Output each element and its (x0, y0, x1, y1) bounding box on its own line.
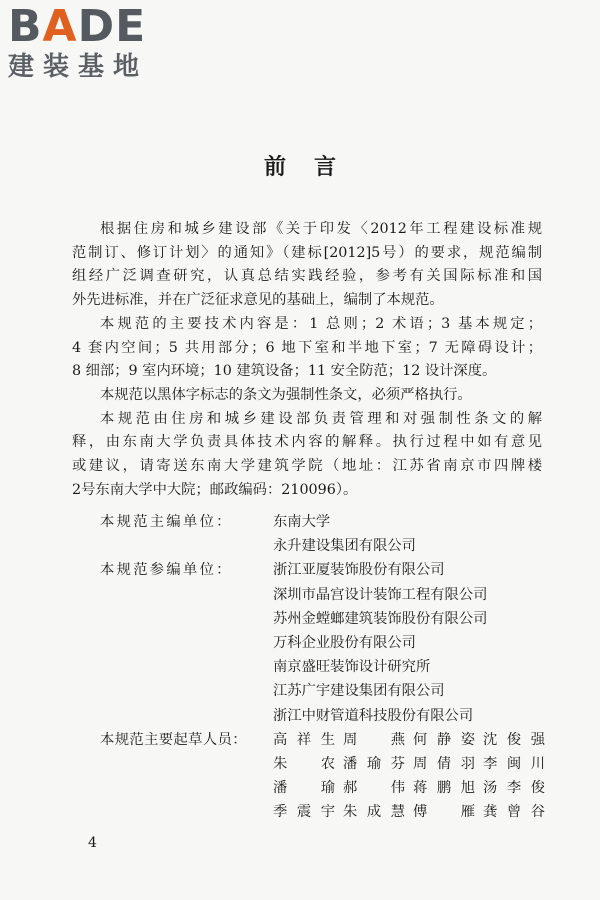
body-line: 本规范的主要技术内容是：1 总则；2 术语；3 基本规定； (100, 315, 542, 332)
participating-unit-row (72, 607, 552, 631)
units-section (72, 510, 552, 825)
participating-unit-row (72, 655, 552, 679)
drafter-name: 潘瑜 (273, 780, 335, 797)
logo-letter-a: A (42, 1, 78, 52)
chief-unit-row (72, 510, 552, 534)
participating-unit-name: 江苏广宇建设集团有限公司 (273, 683, 445, 700)
logo-letters-de: DE (77, 1, 147, 52)
drafter-name: 汤李俊 (483, 780, 545, 797)
label-spacer (72, 607, 273, 631)
drafters-row (273, 776, 553, 800)
label-spacer (72, 534, 273, 558)
body-line: 组经广泛调查研究，认真总结实践经验，参考有关国际标准和国 (72, 268, 542, 285)
drafter-name: 朱农 (273, 756, 335, 773)
participating-unit-name: 南京盛旺装饰设计研究所 (273, 659, 431, 676)
bade-logo (8, 1, 183, 82)
drafter-name: 何静姿 (413, 731, 475, 748)
chief-unit-name: 永升建设集团有限公司 (273, 538, 416, 555)
participating-unit-name: 苏州金螳螂建筑装饰股份有限公司 (273, 610, 488, 627)
participating-unit-row (72, 558, 552, 582)
drafter-name: 高祥生 (273, 731, 335, 748)
label-spacer (72, 631, 273, 655)
drafters-block (72, 728, 552, 825)
preface-body (72, 218, 542, 502)
page-title: 前言 (263, 154, 364, 180)
participating-unit-row (72, 704, 552, 728)
participating-unit-name: 深圳市晶宫设计装饰工程有限公司 (273, 586, 488, 603)
drafter-name: 蒋鹏旭 (413, 780, 475, 797)
drafters-row (273, 752, 553, 776)
label-spacer (72, 704, 273, 728)
participating-unit-row (72, 631, 552, 655)
body-line: 释，由东南大学负责具体技术内容的解释。执行过程中如有意见 (72, 434, 542, 451)
participating-unit-row (72, 583, 552, 607)
drafters-label: 本规范主要起草人员： (100, 731, 247, 748)
drafters-row (273, 800, 553, 824)
body-line: 范制订、修订计划〉的通知》（建标[2012]5号）的要求，规范编制 (72, 244, 542, 261)
drafter-name: 郝伟 (343, 780, 405, 797)
drafter-name: 龚曾谷 (483, 804, 545, 821)
drafter-name: 沈俊强 (483, 731, 545, 748)
drafter-name: 周燕 (343, 731, 405, 748)
chief-unit-row (72, 534, 552, 558)
drafter-name: 季震宇 (273, 804, 335, 821)
participating-unit-name: 万科企业股份有限公司 (273, 635, 416, 652)
body-line: 外先进标准，并在广泛征求意见的基础上，编制了本规范。 (72, 292, 444, 309)
body-line: 8 细部；9 室内环境；10 建筑设备；11 安全防范；12 设计深度。 (72, 363, 497, 380)
chief-unit-label: 本规范主编单位： (100, 514, 233, 530)
chief-unit-name: 东南大学 (273, 514, 331, 530)
drafter-name: 朱成慧 (343, 804, 405, 821)
body-line: 本规范以黑体字标志的条文为强制性条文，必须严格执行。 (100, 386, 472, 403)
body-line: 本规范由住房和城乡建设部负责管理和对强制性条文的解 (100, 410, 542, 427)
label-spacer (72, 583, 273, 607)
logo-letter-b: B (8, 1, 43, 52)
logo-chinese-name: 建装基地 (8, 52, 149, 82)
drafter-name: 周倩羽 (413, 756, 475, 773)
drafter-name: 李闽川 (483, 756, 545, 773)
participating-unit-row (72, 679, 552, 703)
drafters-row (273, 728, 553, 752)
participating-unit-name: 浙江中财管道科技股份有限公司 (273, 707, 474, 724)
body-line: 根据住房和城乡建设部《关于印发〈2012年工程建设标准规 (100, 221, 542, 237)
label-spacer (72, 679, 273, 703)
drafter-name: 傅雁 (413, 804, 475, 821)
participating-unit-label: 本规范参编单位： (100, 562, 233, 579)
body-line: 4 套内空间；5 共用部分；6 地下室和半地下室；7 无障碍设计； (72, 339, 542, 356)
body-line: 或建议，请寄送东南大学建筑学院（地址：江苏省南京市四牌楼 (72, 458, 542, 475)
participating-unit-name: 浙江亚厦装饰股份有限公司 (273, 562, 445, 579)
drafters-list (273, 728, 553, 825)
page-number: 4 (88, 835, 97, 851)
label-spacer (72, 655, 273, 679)
logo-wordmark (8, 1, 183, 52)
drafter-name: 潘瑜芬 (343, 756, 405, 773)
body-line: 2号东南大学中大院；邮政编码：210096）。 (72, 481, 358, 498)
